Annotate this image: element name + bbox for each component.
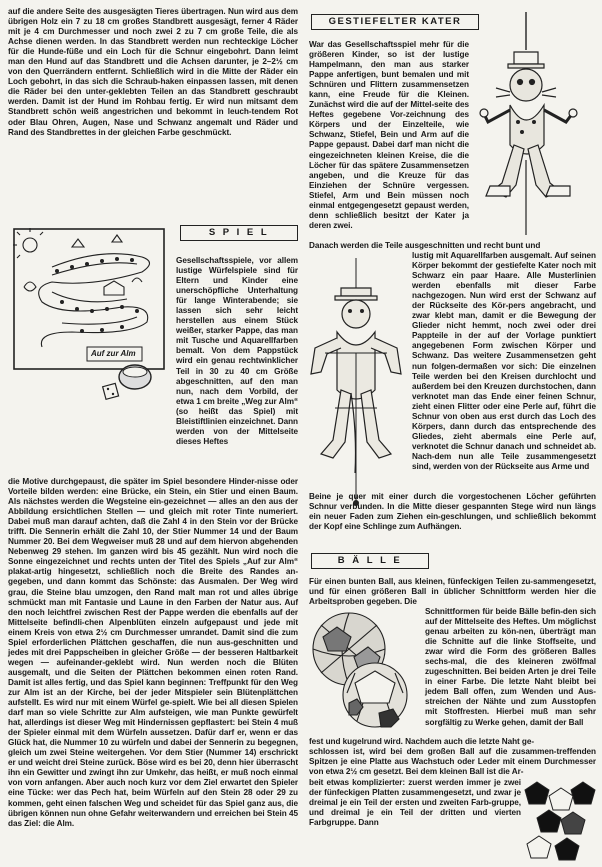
section-heading-spiel: S P I E L [180,225,298,241]
baelle-mid-line: fest und kugelrund wird. Nachdem auch die letzte Naht ge- [309,737,535,746]
kater-top-paragraph: War das Gesellschaftsspiel mehr für die größeren Kinder, so ist der lustige Hampelmann, den man aus starker Pappe anfertigen, bunt bemalen und mit Schnüren und Flittern zusammensetzen kann, eine Freude für die Kleinen. Zunächst wird die auf der Mittel-seite des Heftes gegebene Vor-zeichnung des Körpers und der Einzelteile, wie Schwanz, Stiefel, Bein und Arm auf die Pappe gepaust. Dabei darf man nicht die eingezeichneten kleinen Kreise, die die Löcher für das spätere Zusammensetzen angeben, und die Kreuze für das Einziehen der Schnüre vergessen. Stiefel, Arm und Bein müssen noch einmal entgegengesetzt gepaust werden, denn schließlich besitzt der Kater ja deren zwei. [309,40,469,230]
intro-paragraph: auf die andere Seite des ausgesägten Tieres übertragen. Nun wird aus dem übrigen Holz ein 7 zu 18 cm großes Standbrett ausgesägt, ferner 4 Räder mit je 4 cm Durchmesser und noch zwei 2 zu 7 cm große Teile, die als Achse dienen werden. In das Standbrett werden nun rechteckige Löcher für die Hunde-füße und ein Loch für die Schnur eingebohrt. Dann leimt man den Hund auf das Standbrett und die Achsen darunter, je 2–2½ cm von den Querrändern entfernt. Schließlich wird in die Mitte der Räder ein Loch gebohrt, in das sich die Schraub-haken einpassen lassen, mit denen die Räder bei den unter-geklebten Teilen an das Standbrett geschraubt werden. Damit ist der Hund im Rohbau fertig. Er wird nun mitsamt dem Standbrett schön weiß angestrichen und bekommt in leuch-tendem Rot oder Blau Ohren, Augen, Nase und Schwanz angemalt und Räder und Rand des Standbrettes in der gleichen Farbe geschmückt. [8,7,298,137]
game-board-illustration [12,227,169,405]
spiel-body-paragraph: die Motive durchgepaust, die später im Spiel besondere Hinder-nisse oder Vorteile bilden werden: eine Brücke, ein Stein, ein Stier und einen Baum. Als nächstes werden die Wegsteine ein-gezeichnet — alles an den aus der Abbildung ersichtlichen Stellen — und gleich mit roter Tinte numeriert. Dabei muß man darauf achten, daß die Zahl 4 in den Stein vor der Brücke trifft. Die Sennerin erhält die Zahl 10, der Stier Nummer 14 und der Baum Nummer 20. Bei dem Wegweiser muß 28 und auf dem hiervon abgehenden Nebenweg 29 stehen. Im ganzen wird bis 45 gezählt. Nun wird noch die Sonne eingezeichnet und rechts unten der Titel des Spiels „Auf zur Alm“ plakat-artig hingesetzt, schließlich noch die Breite des Randes an-gegeben, und dann kommt das Schönste: das Ausmalen. Der Weg wird grau, die Steine blau umzogen, den Rand malt man rot und alles übrige schmückt man mit Fantasie und Laune in den Farben der Natur aus. Auf den noch leichtfrei zwischen Rest der Pappe werden die ebenfalls auf der Mittelseite befindli-chen Alpenblüten einzeln aufgepaust und jede mit einem Kreis von etwa 2½ cm Durchmesser umrandet. Damit sind die zum Spiel erforderlichen Plättchen geschaffen, die nun aus-geschnitten und jedes mit drei Pappscheiben in gleicher Größe — der besseren Haltbarkeit wegen — aufeinander-geklebt wird. Nun werden noch die Blüten ausgemalt, und die Seiten der Plättchen bekommen einen roten Rand. Damit ist alles fertig, und das Spiel kann beginnen: Treffpunkt für den Weg zur Alm ist an der Kirche, bei der jeder Mitspieler sein Blütenplättchen aufstellt. Es wird nur mit einem Würfel ge-spielt. Wie bei all diesen Spielen darf man so viele Schritte zur Alm aufsteigen, wie man Punkte gewürfelt hat, allerdings ist dieser Weg mit Hindernissen gepflastert: bei Stein 4 muß der Spieler einmal mit dem Würfeln aussetzen. Dafür darf er, wenn er das Glück hat, die Nummer 10 zu würfeln und dabei der Sennerin zu begegnen, gleich um zwei Steine weitergehen. Vor dem Stier (Nummer 14) erschrickt er und weicht drei Steine zurück. Böse wird es bei 20, denn hier überrascht ihn ein Gewitter und zwingt ihn zur Umkehr, das heißt, er muß noch einmal von vorn anfangen. Aber auch noch kurz vor dem Ziel erwartet den Spieler eine Tücke: wer das Pech hat, beim Würfeln auf den Stein 28 oder 29 zu kommen, geht einen falschen Weg und scheidet für das Spiel ganz aus, die übrigen können nun ohne Gefahr weiterwandern und erreichen bei Stein 45 das Ziel: die Alm. [8,477,298,828]
baelle-top-paragraph: Für einen bunten Ball, aus kleinen, fünfeckigen Teilen zu-sammengesetzt, und für einen größeren Ball in üblicher Schnittform werden hier die Arbeitsproben gegeben. Die [309,577,596,607]
cat-parts-illustration [305,258,409,508]
kater-wide-line: Danach werden die Teile ausgeschnitten und recht bunt und [309,241,541,250]
game-title-label: Auf zur Alm [91,349,136,358]
baelle-left-paragraph-2: schlossen ist, wird bei dem großen Ball auf die zusammen-treffenden Spitzen je eine Platte aus Wachstuch oder Leder mit einem Durchmesser von etwa 2½ cm gesetzt. Bei dem kleinen Ball ist die Ar- [309,747,596,777]
cat-puppet-illustration [470,10,598,240]
baelle-right-paragraph: Schnittformen für beide Bälle befin-den sich auf der Mittelseite des Heftes. Um möglichst genau arbeiten zu kön-nen, überträgt man die Schnitte auf die linke Stoffseite, und zwar wird die Form des größeren Balles sechs-mal, die des kleineren zwölfmal zugeschnitten. Bei beiden Arten je drei Teile in einer Farbe. Die letzte Naht bleibt bei jedem Ball offen, zum Wenden und Aus-streichen der Nähte und zum Ausstopfen mit Stoffresten. Hierbei muß man sehr sorgfältig zu Werke gehen, damit der Ball [425,607,596,727]
spiel-side-paragraph: Gesellschaftsspiele, vor allem lustige Würfelspiele sind für Eltern und Kinder eine unerschöpfliche Unterhaltung für lange Winterabende; sie lassen sich sehr leicht herstellen aus einem Stück weißer, starker Pappe, das man mit Tusche und Aquarellfarben bemalt. Von dem Pappstück wird ein genau rechtwinklicher Teil in 30 zu 40 cm Größe abgeschnitten, auf den man nun, nach dem Vorbild, der etwa 1 cm breite „Weg zur Alm“ (so heißt das Spiel) mit Bleistiftlinien einzeichnet. Dann werden von der Mittelseite dieses Heftes [176,256,298,446]
kater-right-paragraph: lustig mit Aquarellfarben ausgemalt. Auf seinen Körper bekommt der gestiefelte Kater noch mit Schwarz ein paar Haare. Alle Musterlinien werden ebenfalls mit dieser Farbe nachgezogen. Nun wird erst der Schwanz auf der Rückseite des Kör-pers angebracht, und zwar klebt man, damit er die Bewegung der Glieder nicht hemmt, noch zwei oder drei Pappteile in der auf der Vorlage punktiert angegebenen Form zwischen Körper und Schwanz. Das weitere Zusammensetzen geht nun folgen-dermaßen vor sich: Die einzelnen Teile werden bei den Kreisen durchlocht und außerdem bei den Kreuzen durchstochen, dann verknotet man das Ende einer feinen Schnur, zieht einen Flitter oder eine Perle auf, führt die Schnur von oben aus erst durch das Loch des Körpers, dann durch das entsprechende des Gliedes, zieht abermals eine Perle auf, verknotet die Schnur danach und schneidet ab. Nach-dem nun alle Teile zusammengesetzt sind, werden von der Rückseite aus Arme und [412,251,596,471]
section-heading-kater: GESTIEFELTER KATER [311,14,479,30]
balls-illustration [309,607,421,731]
baelle-left-paragraph-3: beit etwas komplizierter: zuerst werden immer je zwei der fünfeckigen Platten zusammengesetzt, und zwar je dreimal je ein Teil der ersten und zweiten Farb-gruppe, und dreimal je ein Teil der dritten und vierten Farbgruppe. Dann [309,778,521,828]
section-heading-baelle: B Ä L L E [311,553,429,569]
kater-bottom-paragraph: Beine je quer mit einer durch die vorgestochenen Löcher geführten Schnur verbunden. In die Mitte dieser gespannten Stege wird nun längs ein neuer Faden zum Ziehen ein-geschlungen, und schließlich bekommt der Kopf eine Schlinge zum Aufhängen. [309,492,596,532]
pentagon-patches-illustration [523,778,599,862]
